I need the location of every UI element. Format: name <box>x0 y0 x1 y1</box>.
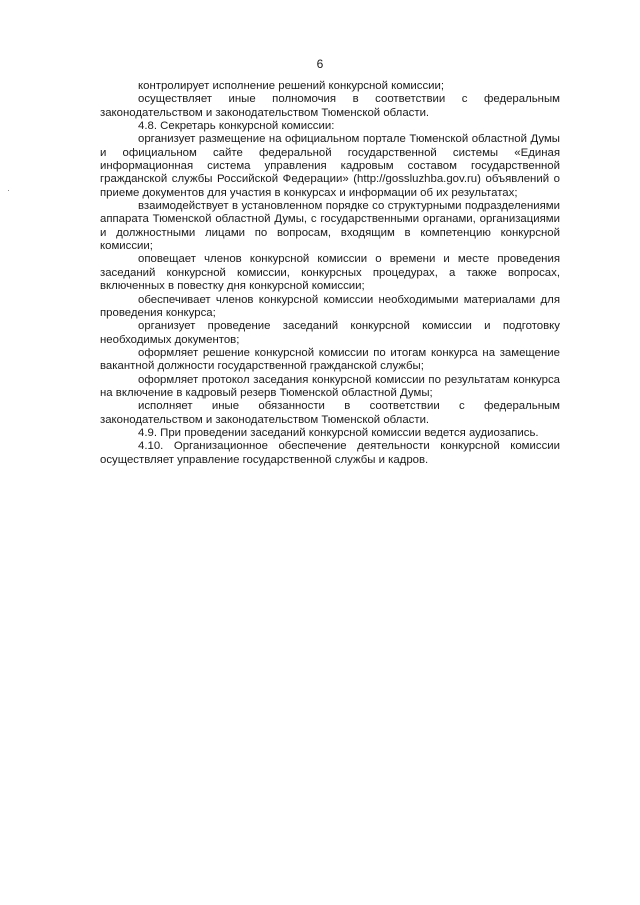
paragraph-publishing: организует размещение на официальном портале Тюменской областной Думы и официальном сайте федеральной государственной системы «Единая информационная система управления кадровым составом государственной гражданской службы Российской Федерации» (http://gossluzhba.gov.ru) объявлений о приеме документов для участия в конкурсах и информации об их результатах; <box>100 133 560 199</box>
paragraph-other-powers: осуществляет иные полномочия в соответствии с федеральным законодательством и законодательством Тюменской области. <box>100 93 560 119</box>
section-4-9: 4.9. При проведении заседаний конкурсной комиссии ведется аудиозапись. <box>138 426 539 439</box>
paragraph-materials: обеспечивает членов конкурсной комиссии необходимыми материалами для проведения конкурса; <box>100 293 560 319</box>
page-number: 6 <box>316 57 324 71</box>
section-4-10: 4.10. Организационное обеспечение деятельности конкурсной комиссии осуществляет управление государственной службы и кадров. <box>100 440 560 466</box>
paragraph-protocol: оформляет протокол заседания конкурсной комиссии по результатам конкурса на включение в кадровый резерв Тюменской областной Думы; <box>100 373 560 399</box>
margin-mark <box>8 190 9 191</box>
paragraph-control-execution: контролирует исполнение решений конкурсной комиссии; <box>138 80 445 92</box>
paragraph-other-duties: исполняет иные обязанности в соответствии с федеральным законодательством и законодательством Тюменской области. <box>100 400 560 426</box>
paragraph-meetings: организует проведение заседаний конкурсной комиссии и подготовку необходимых документов; <box>100 320 560 346</box>
paragraph-decision: оформляет решение конкурсной комиссии по итогам конкурса на замещение вакантной должности государственной гражданской службы; <box>100 346 560 373</box>
document-body <box>100 80 560 467</box>
paragraph-interaction: взаимодействует в установленном порядке со структурными подразделениями аппарата Тюменской областной Думы, с государственными органами, организациями и должностными лицами по вопросам, входящим в компетенцию конкурсной комиссии; <box>100 200 560 253</box>
paragraph-notification: оповещает членов конкурсной комиссии о времени и месте проведения заседаний конкурсной комиссии, конкурсных процедурах, а также вопросах, включенных в повестку дня конкурсной комиссии; <box>100 253 560 293</box>
section-heading-4-8: 4.8. Секретарь конкурсной комиссии: <box>138 120 335 133</box>
